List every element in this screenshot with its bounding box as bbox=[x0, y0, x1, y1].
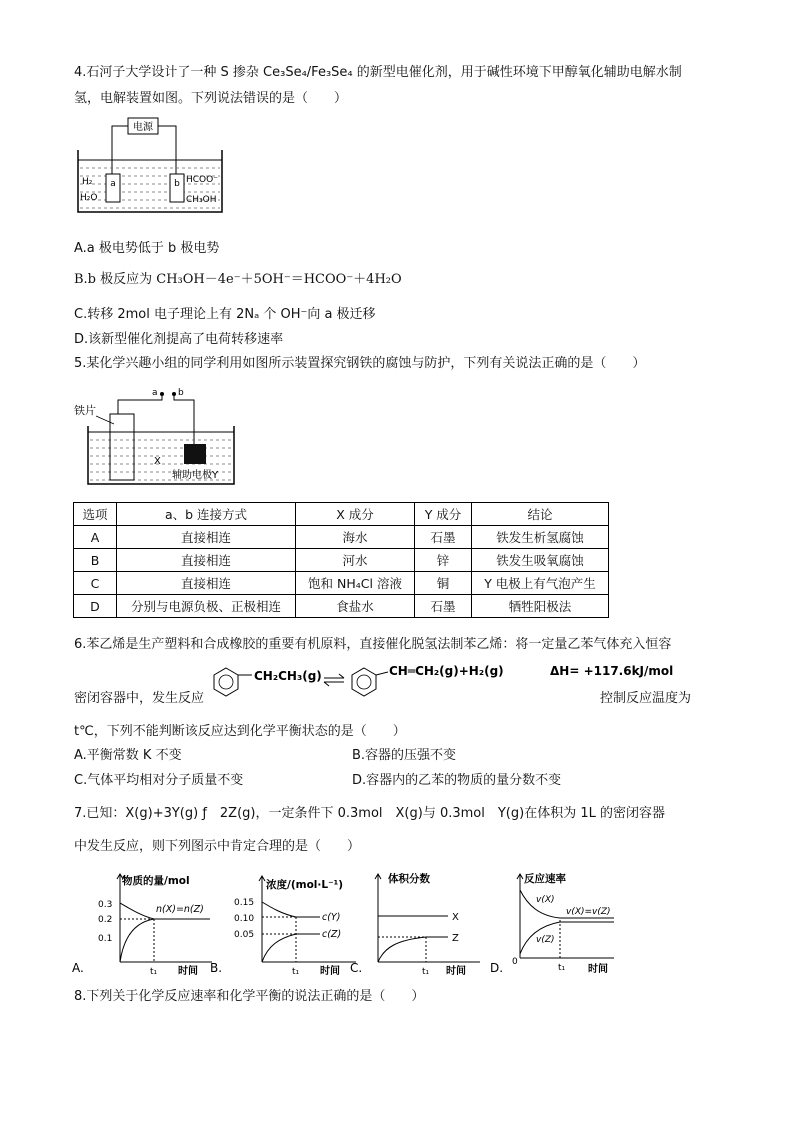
table-header-row bbox=[74, 503, 609, 526]
table-cell: 饱和 NH₄Cl 溶液 bbox=[296, 572, 415, 595]
table-cell: Y 电极上有气泡产生 bbox=[472, 572, 609, 595]
q7-graph-d-letter: D. bbox=[490, 961, 504, 975]
q4-stem-line1: 4.石河子大学设计了一种 S 掺杂 Ce₃Se₄/Fe₃Se₄ 的新型电催化剂，用于碱性环境下甲醇氧化辅助电解水制 bbox=[74, 65, 682, 80]
q4-left-bottom: H₂O bbox=[80, 193, 98, 203]
tick-label: 0.15 bbox=[234, 898, 255, 908]
q4-electrode-b: b bbox=[174, 179, 180, 189]
table-header-cell: 选项 bbox=[74, 503, 117, 526]
q4-electrode-a: a bbox=[110, 179, 116, 189]
q5-terminal-b: b bbox=[178, 388, 184, 398]
table-cell: 分别与电源负极、正极相连 bbox=[117, 595, 296, 618]
q5-table bbox=[73, 502, 609, 618]
q7-graph-b-label-top: c(Y) bbox=[322, 912, 341, 923]
q4-power-label: 电源 bbox=[133, 122, 153, 133]
table-cell: 直接相连 bbox=[117, 549, 296, 572]
q4-option-c: C.转移 2mol 电子理论上有 2Nₐ 个 OH⁻向 a 极迁移 bbox=[74, 307, 376, 322]
q7-graph-a-curve-label: n(X)=n(Z) bbox=[156, 904, 204, 915]
tick-label: 0.3 bbox=[98, 900, 113, 910]
table-cell: A bbox=[74, 526, 117, 549]
tick-label: 0.1 bbox=[98, 934, 113, 944]
q7-graph-b-label-bottom: c(Z) bbox=[322, 929, 342, 940]
q7-graph-d-label-eq: v(X)=v(Z) bbox=[566, 907, 611, 917]
table-cell: C bbox=[74, 572, 117, 595]
tick-label: 0.10 bbox=[234, 914, 255, 924]
q5-aux-electrode: 辅助电极Y bbox=[172, 470, 219, 481]
q7-graph-b-xlabel: 时间 bbox=[320, 966, 340, 977]
table-cell: 石墨 bbox=[415, 526, 472, 549]
table-cell: 食盐水 bbox=[296, 595, 415, 618]
q7-graph-d bbox=[488, 866, 628, 978]
q7-graph-c-t1: t₁ bbox=[422, 967, 430, 977]
q7-graph-c-xlabel: 时间 bbox=[446, 966, 466, 977]
q6-stem-line2-left: 密闭容器中，发生反应 bbox=[74, 691, 205, 706]
q7-graph-d-origin: 0 bbox=[512, 957, 518, 967]
table-row bbox=[74, 549, 609, 572]
table-header-cell: a、b 连接方式 bbox=[117, 503, 296, 526]
q7-graph-d-label-top: v(X) bbox=[536, 895, 555, 905]
table-cell: 河水 bbox=[296, 549, 415, 572]
q6-reactant: CH₂CH₃(g) bbox=[254, 669, 322, 683]
q6-enthalpy: ΔH= +117.6kJ/mol bbox=[550, 664, 674, 678]
table-cell: 铁发生析氢腐蚀 bbox=[472, 526, 609, 549]
q5-iron-label: 铁片 bbox=[74, 404, 96, 417]
q7-graph-c-label-bottom: Z bbox=[452, 933, 459, 944]
q6-option-c: C.气体平均相对分子质量不变 bbox=[74, 773, 244, 788]
table-cell: 牺牲阳极法 bbox=[472, 595, 609, 618]
q4-option-b: B.b 极反应为 CH₃OH－4e⁻＋5OH⁻＝HCOO⁻＋4H₂O bbox=[74, 272, 402, 287]
q6-option-b: B.容器的压强不变 bbox=[352, 748, 457, 763]
q6-stem-line3: t℃，下列不能判断该反应达到化学平衡状态的是（ ） bbox=[74, 724, 406, 739]
table-row bbox=[74, 595, 609, 618]
q7-graph-d-label-bottom: v(Z) bbox=[536, 935, 555, 945]
q7-graph-a-t1: t₁ bbox=[150, 967, 158, 977]
table-cell: 锌 bbox=[415, 549, 472, 572]
q5-corrosion-figure bbox=[74, 384, 244, 494]
q7-graph-d-ylabel: 反应速率 bbox=[524, 873, 566, 885]
q5-solution-x: X bbox=[154, 456, 161, 467]
table-cell: 直接相连 bbox=[117, 526, 296, 549]
table-cell: 直接相连 bbox=[117, 572, 296, 595]
q7-graph-a bbox=[72, 870, 222, 978]
q7-graph-a-letter: A. bbox=[72, 961, 84, 975]
tick-label: 0.05 bbox=[234, 930, 255, 940]
q7-graph-c-ylabel: 体积分数 bbox=[388, 873, 430, 885]
q7-graph-c-letter: C. bbox=[350, 961, 363, 975]
table-cell: 海水 bbox=[296, 526, 415, 549]
q7-graph-b bbox=[210, 870, 362, 978]
q7-graph-d-t1: t₁ bbox=[558, 963, 566, 973]
q4-right-top: HCOO⁻ bbox=[186, 175, 218, 185]
tick-label: 0.2 bbox=[98, 915, 113, 925]
q7-graph-a-ylabel: 物质的量/mol bbox=[122, 875, 190, 887]
table-cell: B bbox=[74, 549, 117, 572]
table-header-cell: Y 成分 bbox=[415, 503, 472, 526]
q6-stem-line2-right: 控制反应温度为 bbox=[600, 691, 692, 706]
q8-stem: 8.下列关于化学反应速率和化学平衡的说法正确的是（ ） bbox=[74, 989, 425, 1004]
table-row bbox=[74, 572, 609, 595]
table-cell: 石墨 bbox=[415, 595, 472, 618]
table-cell: 铜 bbox=[415, 572, 472, 595]
q7-graph-c bbox=[350, 866, 490, 978]
q4-left-top: H₂ bbox=[82, 177, 93, 187]
q7-graph-a-xlabel: 时间 bbox=[178, 966, 198, 977]
q7-stem-line1: 7.已知：X(g)+3Y(g) ƒ 2Z(g)，一定条件下 0.3mol X(g)与 0.3mol Y(g)在体积为 1L 的密闭容器 bbox=[74, 806, 665, 821]
q4-option-a: A.a 极电势低于 b 极电势 bbox=[74, 241, 220, 256]
q5-stem: 5.某化学兴趣小组的同学利用如图所示装置探究钢铁的腐蚀与防护，下列有关说法正确的是（ ） bbox=[74, 356, 646, 371]
q4-stem-line2: 氢，电解装置如图。下列说法错误的是（ ） bbox=[74, 91, 348, 106]
q6-stem-line1: 6.苯乙烯是生产塑料和合成橡胶的重要有机原料，直接催化脱氢法制苯乙烯：将一定量乙苯气体充入恒容 bbox=[74, 637, 672, 652]
q7-graph-b-letter: B. bbox=[210, 961, 223, 975]
q4-option-d: D.该新型催化剂提高了电荷转移速率 bbox=[74, 332, 284, 347]
q7-graph-b-ylabel: 浓度/(mol·L⁻¹) bbox=[266, 879, 344, 891]
q6-option-d: D.容器内的乙苯的物质的量分数不变 bbox=[352, 773, 562, 788]
q7-stem-line2: 中发生反应，则下列图示中肯定合理的是（ ） bbox=[74, 839, 361, 854]
q6-option-a: A.平衡常数 K 不变 bbox=[74, 748, 182, 763]
table-row bbox=[74, 526, 609, 549]
table-cell: 铁发生吸氧腐蚀 bbox=[472, 549, 609, 572]
q7-graph-b-t1: t₁ bbox=[292, 967, 300, 977]
q6-products: CH═CH₂(g)+H₂(g) bbox=[389, 664, 504, 678]
q4-electrolysis-figure bbox=[76, 116, 226, 216]
table-header-cell: 结论 bbox=[472, 503, 609, 526]
q4-right-bottom: CH₃OH bbox=[186, 195, 217, 205]
q7-graph-d-xlabel: 时间 bbox=[588, 964, 608, 975]
table-header-cell: X 成分 bbox=[296, 503, 415, 526]
q7-graph-c-label-top: X bbox=[452, 912, 459, 923]
table-cell: D bbox=[74, 595, 117, 618]
q5-terminal-a: a bbox=[152, 388, 158, 398]
